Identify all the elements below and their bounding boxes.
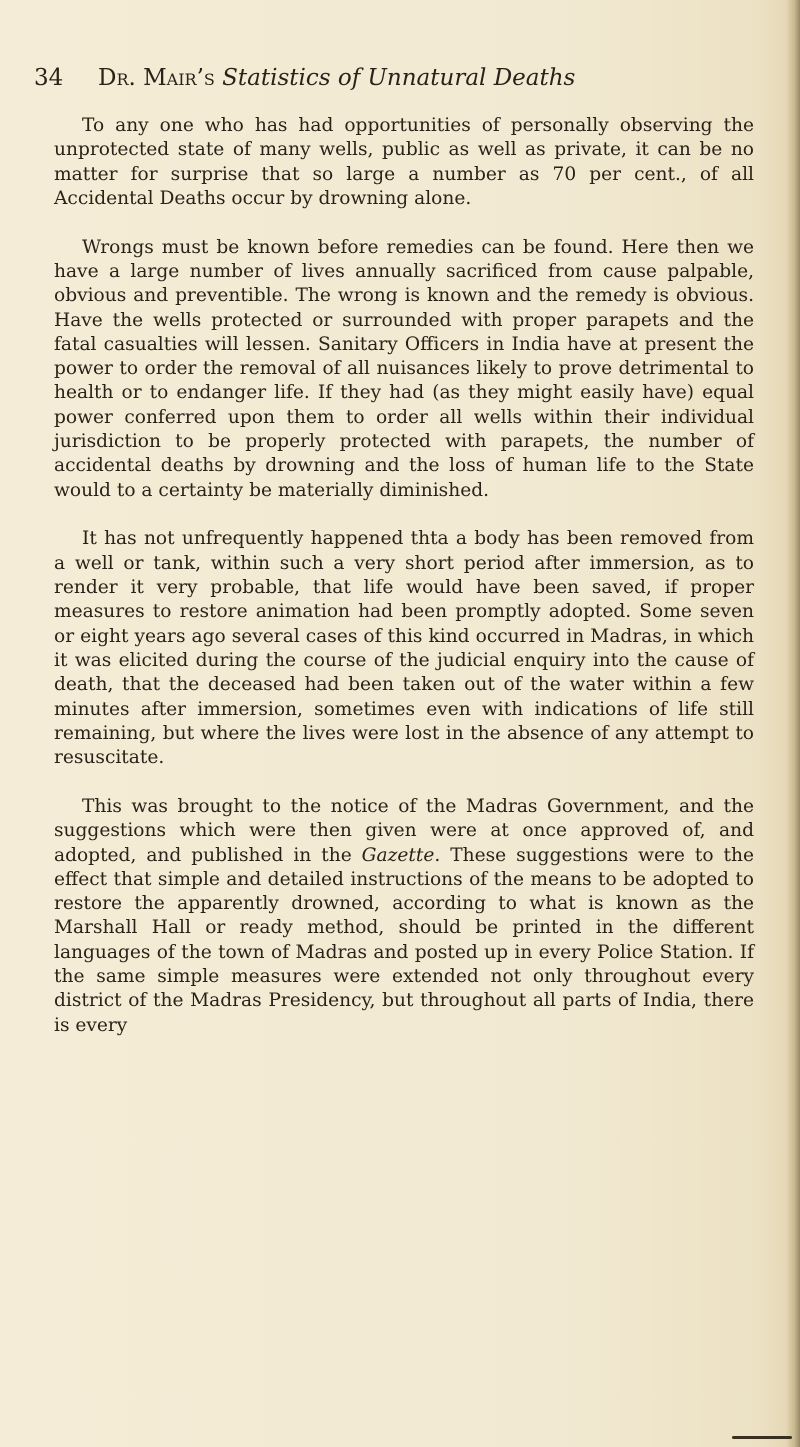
page-number: 34 [34, 65, 64, 91]
body-text [54, 114, 754, 1038]
binding-mark [732, 1436, 792, 1439]
running-head-title: Statistics of Unnatural Deaths [222, 65, 576, 91]
paragraph-2: Wrongs must be known before remedies can be found. Here then we have a large number of lives annually sacrificed from cause palpable, obvious and preventible. The wrong is known and the remedy is obvious. Have the wells protected or surrounded with proper parapets and the fatal casualties will lessen. Sanitary Officers in India have at present the power to order the removal of all nuisances likely to prove detrimental to health or to endanger life. If they had (as they might easily have) equal power conferred upon them to order all wells within their individual jurisdiction to be properly protected with parapets, the number of accidental deaths by drowning and the loss of human life to the State would to a certainty be materially diminished. [54, 236, 754, 501]
paragraph-3: It has not unfrequently happened thta a body has been removed from a well or tank, within such a very short period after immersion, as to render it very probable, that life would have been saved, if proper measures to restore animation had been promptly adopted. Some seven or eight years ago several cases of this kind occurred in Madras, in which it was elicited during the course of the judicial enquiry into the cause of death, that the deceased had been taken out of the water within a few minutes after immersion, sometimes even with indications of life still remaining, but where the lives were lost in the absence of any attempt to resuscitate. [54, 528, 754, 769]
gazette-italic: Gazette. [361, 844, 441, 866]
paragraph-1: To any one who has had opportunities of personally observing the unprotected state of many wells, public as well as private, it can be no matter for surprise that so large a number as 70 per cent., of all Accidental Deaths occur by drowning alone. [54, 115, 754, 209]
running-head [98, 63, 575, 93]
paragraph-4 [54, 795, 754, 1038]
paragraph-4-part-1: This was brought to the notice of the Madras Government, and the suggestions which were then given were at once approved of, and adopted, and published in the [54, 795, 754, 866]
page-edge-shadow [786, 0, 800, 1447]
paragraph-4-part-2: These suggestions were to the effect that simple and detailed instructions of the means to be adopted to restore the apparently drowned, according to what is known as the Marshall Hall or ready method, should be printed in the different languages of the town of Madras and posted up in every Police Station. If the same simple measures were extended not only throughout every district of the Madras Presidency, but throughout all parts of India, there is every [54, 844, 754, 1036]
running-header [34, 63, 764, 93]
running-head-author: Dr. Mair’s [98, 65, 215, 91]
